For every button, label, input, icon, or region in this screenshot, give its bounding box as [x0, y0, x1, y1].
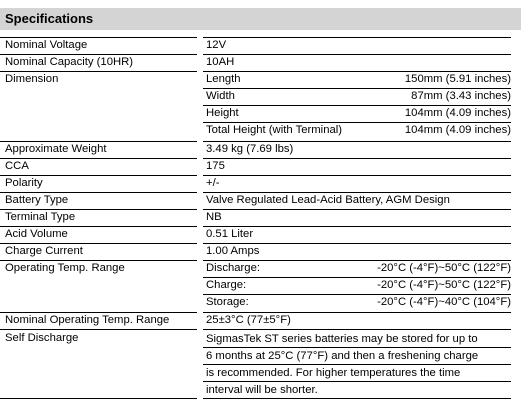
spec-subrow-height — [0, 105, 521, 122]
spec-value: NB — [206, 211, 222, 223]
spec-row-polarity — [0, 175, 521, 192]
spec-value: 3.49 kg (7.69 lbs) — [206, 143, 294, 155]
text-line: SigmasTek ST series batteries may be stored for up to — [206, 333, 478, 345]
sub-label: Storage: — [206, 296, 249, 308]
spec-row-cca — [0, 158, 521, 175]
divider — [203, 347, 511, 348]
sub-value: -20°C (-4°F)~50°C (122°F) — [377, 262, 511, 274]
sub-value: -20°C (-4°F)~40°C (104°F) — [377, 296, 511, 308]
sub-value: 104mm (4.09 inches) — [404, 107, 511, 119]
spec-label: Self Discharge — [5, 332, 79, 344]
spec-row-nominal-capacity — [0, 54, 521, 71]
self-discharge-text — [206, 331, 509, 399]
spec-label: Charge Current — [5, 245, 83, 257]
spec-value: +/- — [206, 177, 220, 189]
spec-label: Nominal Voltage — [5, 39, 88, 51]
spec-row-terminal-type — [0, 209, 521, 226]
sub-label: Height — [206, 107, 239, 119]
divider — [203, 381, 511, 382]
spec-value: 0.51 Liter — [206, 228, 254, 240]
spec-row-battery-type — [0, 192, 521, 209]
sub-label: Width — [206, 90, 235, 102]
spec-value: 1.00 Amps — [206, 245, 260, 257]
sub-value: 87mm (3.43 inches) — [411, 90, 511, 102]
spec-subrow-total-height — [0, 122, 521, 139]
text-line: is recommended. For higher temperatures the time — [206, 367, 461, 379]
spec-label: Polarity — [5, 177, 43, 189]
spec-label: Operating Temp. Range — [5, 262, 125, 274]
spec-label: Dimension — [5, 73, 59, 85]
spec-value: 12V — [206, 39, 227, 51]
spec-subrow-charge — [0, 277, 521, 294]
spec-label: Nominal Operating Temp. Range — [5, 314, 170, 326]
sub-label: Length — [206, 73, 241, 85]
spec-row-operating-temp — [0, 260, 521, 277]
spec-row-nominal-voltage — [0, 37, 521, 54]
spec-label: Acid Volume — [5, 228, 68, 240]
spec-label: Approximate Weight — [5, 143, 107, 155]
spec-row-nominal-operating-temp — [0, 312, 521, 329]
sub-label: Discharge: — [206, 262, 260, 274]
spec-label: Battery Type — [5, 194, 69, 206]
section-title: Specifications — [0, 8, 521, 30]
spec-row-acid-volume — [0, 226, 521, 243]
sub-value: -20°C (-4°F)~50°C (122°F) — [377, 279, 511, 291]
spec-label: Terminal Type — [5, 211, 76, 223]
sub-value: 104mm (4.09 inches) — [404, 124, 511, 136]
spec-value: Valve Regulated Lead-Acid Battery, AGM Design — [206, 194, 450, 206]
divider — [203, 364, 511, 365]
spec-value: 175 — [206, 160, 225, 172]
spec-row-charge-current — [0, 243, 521, 260]
spec-label: Nominal Capacity (10HR) — [5, 56, 134, 68]
spec-value: 25±3°C (77±5°F) — [206, 314, 291, 326]
text-line: 6 months at 25°C (77°F) and then a freshening charge — [206, 350, 479, 362]
spec-row-weight — [0, 141, 521, 158]
sub-label: Charge: — [206, 279, 247, 291]
spec-label: CCA — [5, 160, 29, 172]
sub-value: 150mm (5.91 inches) — [404, 73, 511, 85]
spec-row-dimension — [0, 71, 521, 88]
spec-subrow-storage — [0, 294, 521, 311]
table-bottom-border — [0, 398, 521, 399]
text-line: interval will be shorter. — [206, 384, 318, 396]
spec-subrow-width — [0, 88, 521, 105]
spec-value: 10AH — [206, 56, 235, 68]
sub-label: Total Height (with Terminal) — [206, 124, 343, 136]
